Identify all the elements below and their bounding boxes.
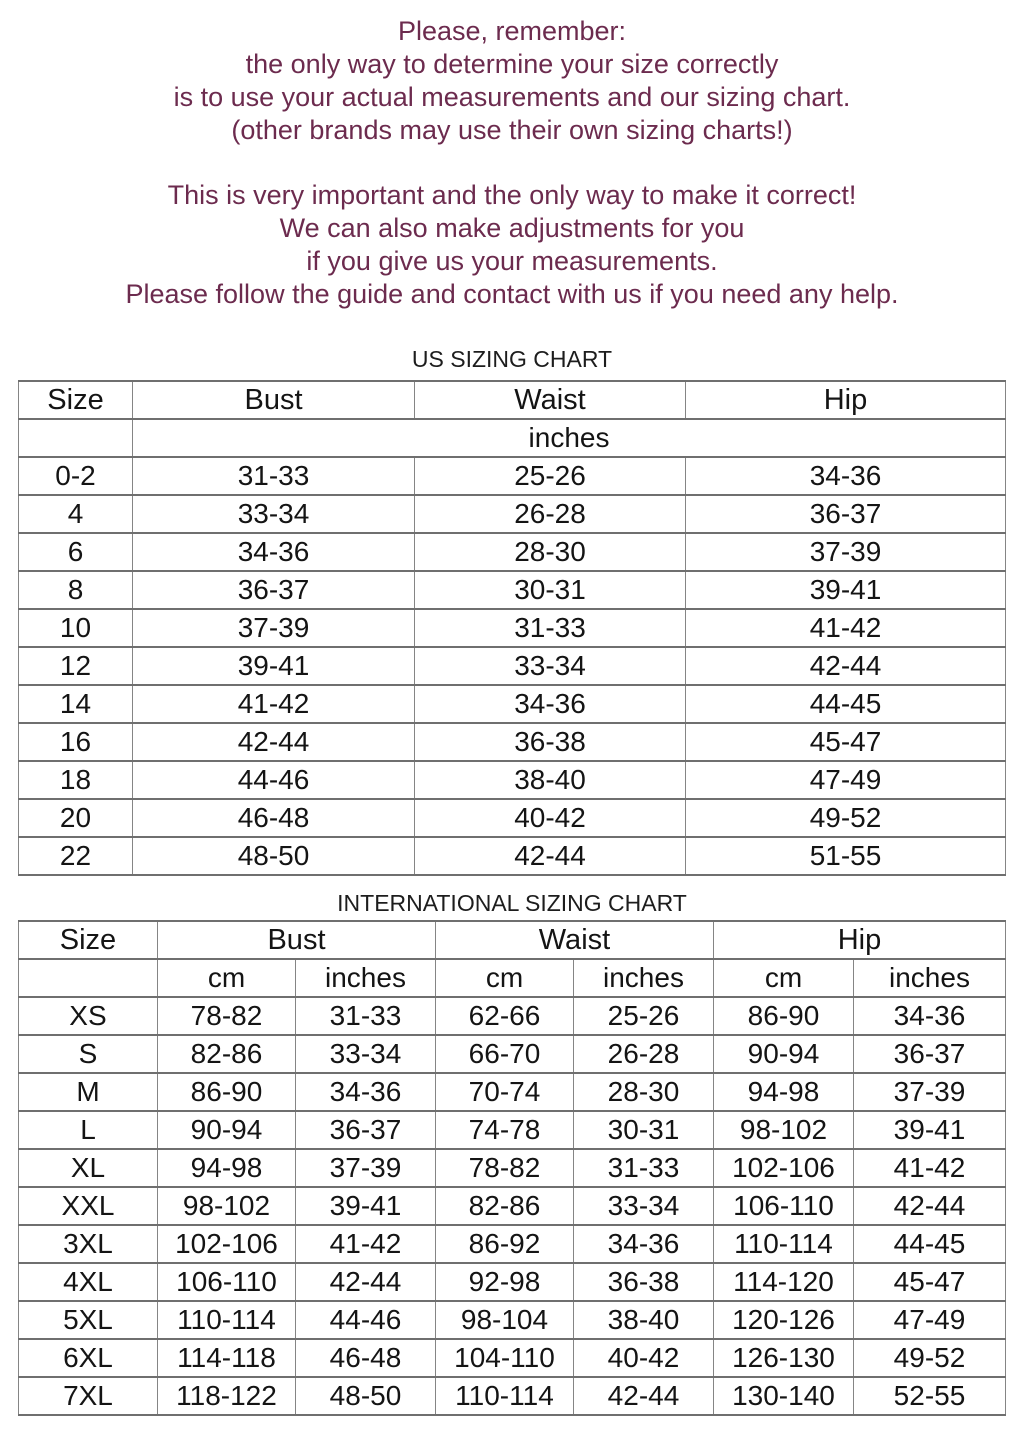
size-cell: 12	[19, 647, 133, 685]
column-header-waist: Waist	[415, 381, 686, 419]
table-row	[18, 1111, 1005, 1149]
column-header-bust: Bust	[133, 381, 415, 419]
size-cell: 3XL	[18, 1225, 157, 1263]
size-cell: S	[18, 1035, 157, 1073]
unit-label-cell: cm	[157, 959, 295, 997]
intl-table-body	[18, 997, 1005, 1415]
measurement-cell: 110-114	[157, 1301, 295, 1339]
intro-line: if you give us your measurements.	[306, 246, 718, 276]
measurement-cell: 98-102	[157, 1187, 295, 1225]
table-row	[19, 457, 1006, 495]
measurement-cell: 33-34	[415, 647, 686, 685]
measurement-cell: 78-82	[435, 1149, 573, 1187]
unit-label-cell: cm	[435, 959, 573, 997]
measurement-cell: 62-66	[435, 997, 573, 1035]
measurement-cell: 86-92	[435, 1225, 573, 1263]
measurement-cell: 86-90	[157, 1073, 295, 1111]
measurement-cell: 33-34	[133, 495, 415, 533]
measurement-cell: 102-106	[157, 1225, 295, 1263]
size-cell: 6	[19, 533, 133, 571]
measurement-cell: 102-106	[713, 1149, 853, 1187]
measurement-cell: 44-46	[295, 1301, 435, 1339]
measurement-cell: 114-120	[713, 1263, 853, 1301]
us-sizing-table	[18, 380, 1006, 876]
us-unit-row	[19, 419, 1006, 457]
table-row	[18, 1301, 1005, 1339]
measurement-cell: 42-44	[853, 1187, 1005, 1225]
measurement-cell: 28-30	[415, 533, 686, 571]
measurement-cell: 52-55	[853, 1377, 1005, 1415]
measurement-cell: 48-50	[133, 837, 415, 875]
measurement-cell: 90-94	[713, 1035, 853, 1073]
table-row	[18, 1035, 1005, 1073]
table-row	[19, 723, 1006, 761]
table-row	[18, 1263, 1005, 1301]
table-row	[18, 1377, 1005, 1415]
size-cell: XXL	[18, 1187, 157, 1225]
measurement-cell: 34-36	[573, 1225, 713, 1263]
measurement-cell: 36-37	[133, 571, 415, 609]
measurement-cell: 114-118	[157, 1339, 295, 1377]
measurement-cell: 42-44	[295, 1263, 435, 1301]
measurement-cell: 39-41	[686, 571, 1006, 609]
measurement-cell: 28-30	[573, 1073, 713, 1111]
measurement-cell: 70-74	[435, 1073, 573, 1111]
measurement-cell: 34-36	[133, 533, 415, 571]
intl-chart-title: INTERNATIONAL SIZING CHART	[337, 890, 687, 916]
measurement-cell: 104-110	[435, 1339, 573, 1377]
measurement-cell: 78-82	[157, 997, 295, 1035]
table-row	[19, 609, 1006, 647]
size-cell: 6XL	[18, 1339, 157, 1377]
table-row	[19, 837, 1006, 875]
size-cell: M	[18, 1073, 157, 1111]
measurement-cell: 47-49	[853, 1301, 1005, 1339]
measurement-cell: 44-45	[686, 685, 1006, 723]
column-header-waist: Waist	[435, 921, 713, 959]
measurement-cell: 44-46	[133, 761, 415, 799]
column-header-size: Size	[18, 921, 157, 959]
sizing-guide-page	[0, 15, 1024, 1432]
measurement-cell: 118-122	[157, 1377, 295, 1415]
us-table-body	[19, 457, 1006, 875]
measurement-cell: 31-33	[415, 609, 686, 647]
measurement-cell: 49-52	[853, 1339, 1005, 1377]
intro-line: We can also make adjustments for you	[279, 213, 745, 243]
measurement-cell: 42-44	[686, 647, 1006, 685]
measurement-cell: 31-33	[133, 457, 415, 495]
measurement-cell: 41-42	[133, 685, 415, 723]
measurement-cell: 31-33	[295, 997, 435, 1035]
measurement-cell: 34-36	[853, 997, 1005, 1035]
measurement-cell: 42-44	[415, 837, 686, 875]
table-row	[19, 571, 1006, 609]
measurement-cell: 98-104	[435, 1301, 573, 1339]
us-header-row	[19, 381, 1006, 419]
column-header-bust: Bust	[157, 921, 435, 959]
measurement-cell: 46-48	[133, 799, 415, 837]
measurement-cell: 36-37	[853, 1035, 1005, 1073]
measurement-cell: 120-126	[713, 1301, 853, 1339]
table-row	[18, 1187, 1005, 1225]
size-cell: L	[18, 1111, 157, 1149]
table-row	[18, 997, 1005, 1035]
size-cell: 7XL	[18, 1377, 157, 1415]
measurement-cell: 34-36	[415, 685, 686, 723]
intl-sizing-table	[18, 920, 1006, 1416]
measurement-cell: 34-36	[295, 1073, 435, 1111]
measurement-cell: 51-55	[686, 837, 1006, 875]
intl-header-row	[18, 921, 1005, 959]
measurement-cell: 36-37	[295, 1111, 435, 1149]
size-cell: 0-2	[19, 457, 133, 495]
measurement-cell: 25-26	[415, 457, 686, 495]
measurement-cell: 94-98	[713, 1073, 853, 1111]
intl-unit-row	[18, 959, 1005, 997]
measurement-cell: 82-86	[157, 1035, 295, 1073]
measurement-cell: 82-86	[435, 1187, 573, 1225]
measurement-cell: 86-90	[713, 997, 853, 1035]
table-row	[19, 799, 1006, 837]
measurement-cell: 40-42	[415, 799, 686, 837]
measurement-cell: 130-140	[713, 1377, 853, 1415]
size-cell: 5XL	[18, 1301, 157, 1339]
column-header-hip: Hip	[713, 921, 1005, 959]
measurement-cell: 37-39	[686, 533, 1006, 571]
measurement-cell: 45-47	[686, 723, 1006, 761]
measurement-cell: 30-31	[415, 571, 686, 609]
measurement-cell: 48-50	[295, 1377, 435, 1415]
unit-label-cell: inches	[295, 959, 435, 997]
us-chart-title: US SIZING CHART	[411, 346, 613, 372]
size-cell: 20	[19, 799, 133, 837]
measurement-cell: 26-28	[415, 495, 686, 533]
measurement-cell: 92-98	[435, 1263, 573, 1301]
measurement-cell: 94-98	[157, 1149, 295, 1187]
measurement-cell: 37-39	[295, 1149, 435, 1187]
measurement-cell: 41-42	[686, 609, 1006, 647]
intro-line: the only way to determine your size correctly	[245, 49, 779, 79]
measurement-cell: 39-41	[853, 1111, 1005, 1149]
measurement-cell: 36-38	[415, 723, 686, 761]
size-cell: 4	[19, 495, 133, 533]
measurement-cell: 90-94	[157, 1111, 295, 1149]
size-cell: 18	[19, 761, 133, 799]
paragraph-gap	[0, 147, 1024, 179]
measurement-cell: 33-34	[573, 1187, 713, 1225]
measurement-cell: 38-40	[415, 761, 686, 799]
unit-label-cell: inches	[133, 419, 1006, 457]
measurement-cell: 42-44	[573, 1377, 713, 1415]
measurement-cell: 106-110	[157, 1263, 295, 1301]
column-header-size: Size	[19, 381, 133, 419]
measurement-cell: 41-42	[295, 1225, 435, 1263]
measurement-cell: 98-102	[713, 1111, 853, 1149]
size-cell: 4XL	[18, 1263, 157, 1301]
table-row	[18, 1149, 1005, 1187]
measurement-cell: 45-47	[853, 1263, 1005, 1301]
measurement-cell: 49-52	[686, 799, 1006, 837]
measurement-cell: 42-44	[133, 723, 415, 761]
unit-label-cell: cm	[713, 959, 853, 997]
size-cell: 16	[19, 723, 133, 761]
measurement-cell: 66-70	[435, 1035, 573, 1073]
measurement-cell: 41-42	[853, 1149, 1005, 1187]
measurement-cell: 37-39	[853, 1073, 1005, 1111]
measurement-cell: 74-78	[435, 1111, 573, 1149]
measurement-cell: 126-130	[713, 1339, 853, 1377]
measurement-cell: 38-40	[573, 1301, 713, 1339]
table-row	[19, 495, 1006, 533]
measurement-cell: 33-34	[295, 1035, 435, 1073]
measurement-cell: 31-33	[573, 1149, 713, 1187]
measurement-cell: 47-49	[686, 761, 1006, 799]
table-row	[19, 533, 1006, 571]
empty-cell	[19, 419, 133, 457]
intro-line: is to use your actual measurements and our sizing chart.	[173, 82, 851, 112]
size-cell: 22	[19, 837, 133, 875]
table-row	[18, 1073, 1005, 1111]
table-row	[19, 761, 1006, 799]
intro-line: This is very important and the only way to make it correct!	[167, 180, 857, 210]
measurement-cell: 106-110	[713, 1187, 853, 1225]
intro-line: Please, remember:	[397, 16, 627, 46]
measurement-cell: 25-26	[573, 997, 713, 1035]
unit-label-cell: inches	[573, 959, 713, 997]
measurement-cell: 110-114	[435, 1377, 573, 1415]
intro-text-block	[0, 15, 1024, 311]
measurement-cell: 26-28	[573, 1035, 713, 1073]
measurement-cell: 39-41	[133, 647, 415, 685]
size-cell: 8	[19, 571, 133, 609]
size-cell: 10	[19, 609, 133, 647]
measurement-cell: 34-36	[686, 457, 1006, 495]
measurement-cell: 39-41	[295, 1187, 435, 1225]
table-row	[19, 685, 1006, 723]
intro-line: Please follow the guide and contact with us if you need any help.	[125, 279, 899, 309]
measurement-cell: 36-38	[573, 1263, 713, 1301]
measurement-cell: 37-39	[133, 609, 415, 647]
measurement-cell: 36-37	[686, 495, 1006, 533]
table-row	[19, 647, 1006, 685]
size-cell: 14	[19, 685, 133, 723]
measurement-cell: 40-42	[573, 1339, 713, 1377]
measurement-cell: 46-48	[295, 1339, 435, 1377]
table-row	[18, 1225, 1005, 1263]
table-row	[18, 1339, 1005, 1377]
intro-line: (other brands may use their own sizing charts!)	[231, 115, 793, 145]
measurement-cell: 44-45	[853, 1225, 1005, 1263]
unit-label-cell: inches	[853, 959, 1005, 997]
measurement-cell: 110-114	[713, 1225, 853, 1263]
measurement-cell: 30-31	[573, 1111, 713, 1149]
size-cell: XL	[18, 1149, 157, 1187]
empty-cell	[18, 959, 157, 997]
column-header-hip: Hip	[686, 381, 1006, 419]
size-cell: XS	[18, 997, 157, 1035]
